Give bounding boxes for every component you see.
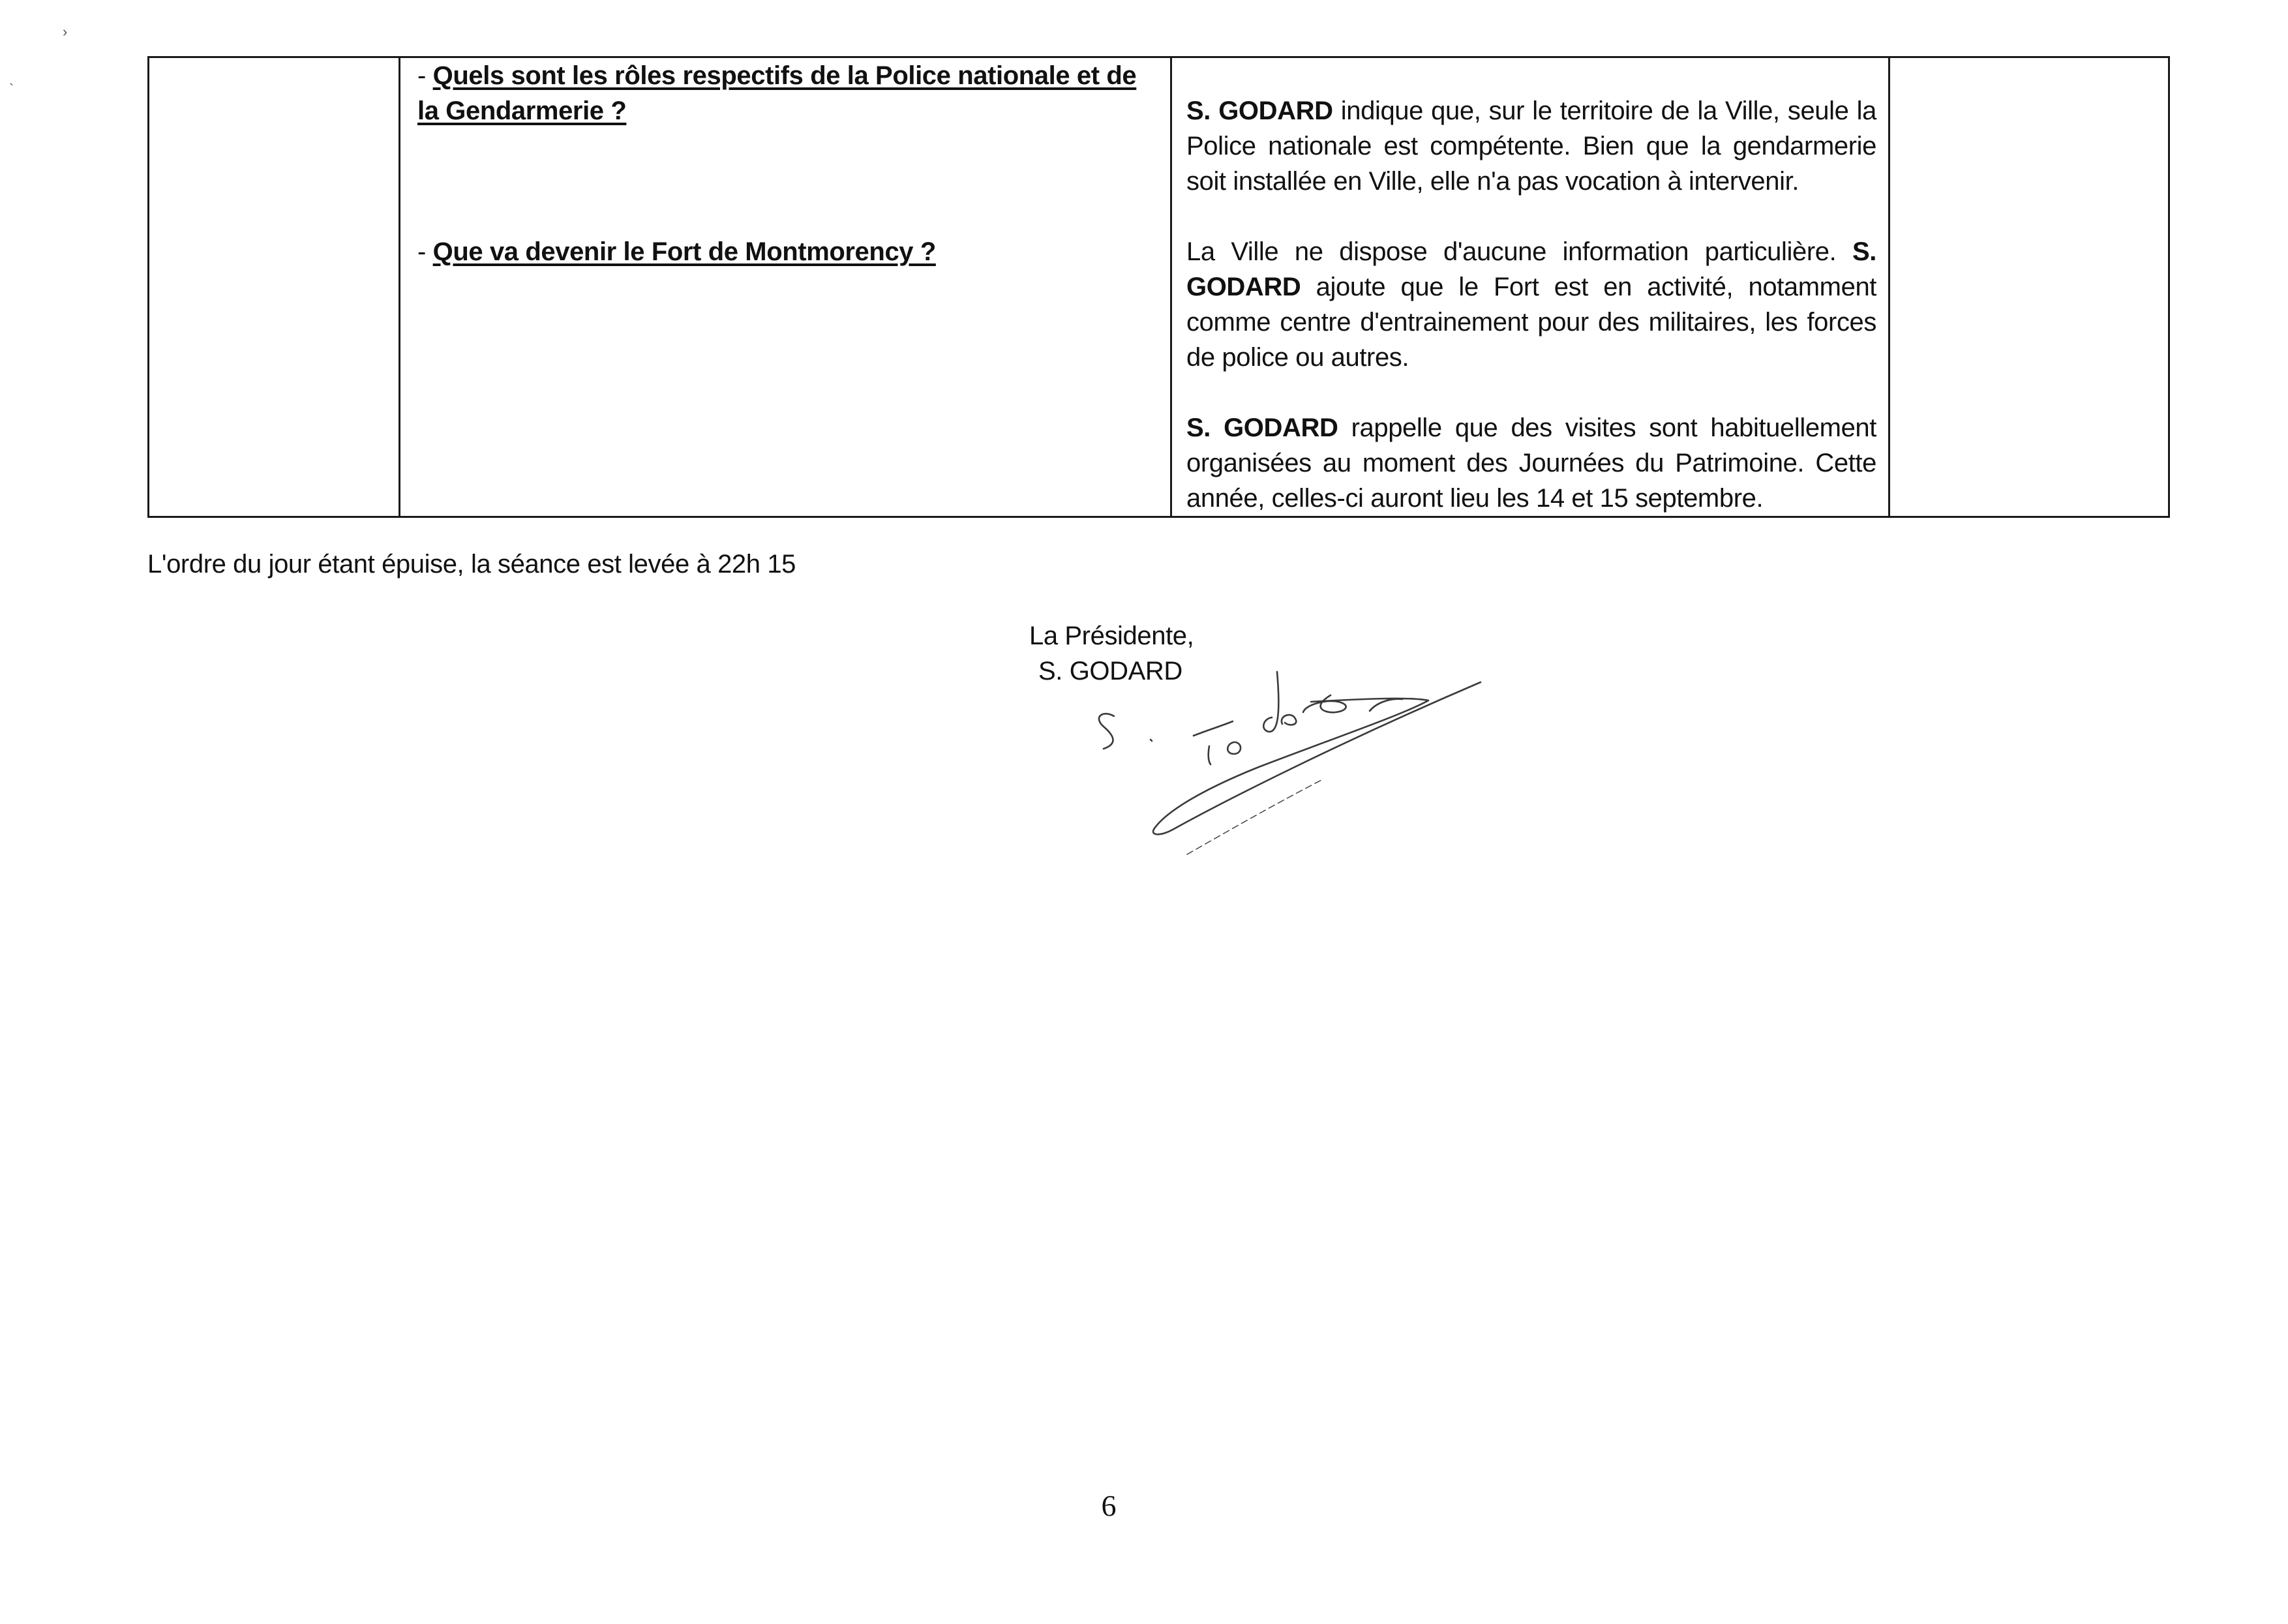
answer-paragraph [1186,234,1876,375]
question-item [417,234,1158,269]
signature-stroke [1209,746,1211,764]
question-text: Quels sont les rôles respectifs de la Police nationale et de la Gendarmerie ? [417,61,1137,125]
answer-lead-text: La Ville ne dispose d'aucune information particulière. [1186,237,1852,266]
table-row [149,57,2169,517]
table-cell-empty-right [1889,57,2169,517]
speaker-name: S. GODARD [1186,237,1876,301]
question-prefix: - [417,61,433,90]
speaker-name: S. GODARD [1186,414,1338,442]
answer-text: indique que, sur le territoire de la Ville, seule la Police nationale est compétente. Bien que la gendarmerie soit installée en Ville, elle n'a pas vocation à intervenir. [1186,97,1876,196]
scan-speck: › [63,23,68,40]
table-cell-empty-left [149,57,400,517]
questions-cell [400,57,1171,517]
signature-stroke [1099,714,1114,749]
signature-stroke [1370,699,1402,711]
scan-speck: ` [9,81,14,97]
signature-stroke [1153,682,1481,834]
signature-stroke [1282,715,1296,725]
answer-paragraph [1186,410,1876,516]
question-prefix: - [417,237,433,266]
answers-cell [1171,57,1889,517]
answer-paragraph [1186,93,1876,199]
answer-text: ajoute que le Fort est en activité, notamment comme centre d'entrainement pour des militaires, les forces de police ou autres. [1186,273,1876,372]
signature-stroke [1194,721,1233,736]
signature-stroke [1151,740,1152,741]
question-item [417,58,1158,128]
signatory-name: S. GODARD [1038,657,1182,685]
signature-stroke [1303,695,1346,712]
speaker-name: S. GODARD [1186,97,1333,125]
minutes-table [147,56,2170,518]
handwritten-signature [1063,639,1494,874]
signatory-title: La Présidente, [1029,622,1194,650]
page-number: 6 [1101,1489,1117,1522]
answer-text: rappelle que des visites sont habituellement organisées au moment des Journées du Patrimoine. Cette année, celles-ci auront lieu les 14 et 15 septembre. [1186,414,1876,513]
question-text: Que va devenir le Fort de Montmorency ? [432,237,936,266]
signature-stroke [1263,672,1278,732]
signature-stroke [1227,742,1241,754]
closing-statement: L'ordre du jour étant épuise, la séance est levée à 22h 15 [147,550,796,579]
